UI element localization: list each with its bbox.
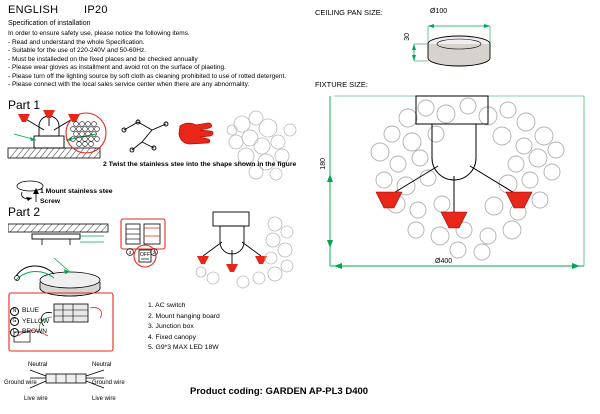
language-label: ENGLISH (8, 4, 59, 16)
wire-label-neutral-right: Neutral (92, 362, 112, 368)
part2-fixture-diagram (195, 208, 305, 294)
legend-label: BLUE (22, 307, 39, 314)
mount-step-note: 1 Mount stainless stee (40, 188, 113, 195)
dimension-fixture-height: 180 (320, 158, 327, 170)
legend-row (10, 327, 49, 338)
fixture-size-label: FIXTURE SIZE: (315, 80, 368, 89)
legend-bullet-icon: L (10, 328, 19, 337)
spec-item: - Must be installeded on the fixed places and be checked annually (8, 55, 198, 63)
legend-bullet-icon: N (10, 307, 19, 316)
wire-label-neutral-left: Neutral (28, 362, 48, 368)
wire-label-live-left: Live wire (24, 396, 48, 402)
pointing-hand-icon (176, 112, 216, 152)
wire-label-live-right: Live wire (92, 396, 116, 402)
wiring-legend (10, 306, 49, 338)
part2-ceiling-board (8, 222, 118, 252)
spec-item: - Suitable for the use of 220-240V and 50-60Hz. (8, 47, 147, 55)
mesh-detail-circle (62, 112, 110, 154)
part2-heading: Part 2 (8, 205, 41, 219)
parts-list-item: 4. Fixed canopy (148, 333, 196, 341)
dimension-fixture-diameter: Ø400 (435, 258, 453, 265)
legend-row (10, 306, 49, 317)
spec-item: - Please turn off the lighting source by soft cloth as cleaning prohibited to use of rotted detergent. (8, 72, 287, 80)
parts-list-item: 2. Mount hanging board (148, 312, 220, 320)
ip-rating-label: IP20 (84, 4, 108, 16)
fixture-size-drawing (312, 88, 596, 278)
svg-text:3: 3 (128, 250, 132, 255)
wire-label-ground-right: Ground wire (92, 380, 125, 386)
parts-list-item: 3. Junction box (148, 323, 194, 330)
spec-title: Specification of installation (8, 20, 91, 27)
ceiling-pan-drawing (398, 14, 528, 74)
dimension-pan-diameter: Ø100 (430, 8, 448, 15)
wire-label-ground-left: Ground wire (4, 380, 37, 386)
svg-text:2: 2 (152, 250, 156, 255)
screw-label: Screw (40, 198, 61, 205)
parts-list-item: 1. AC switch (148, 302, 186, 309)
legend-row (10, 317, 49, 328)
parts-list-item: 5. G9*3 MAX LED 18W (148, 344, 219, 351)
twist-step-note: 2 Twist the stainless stee into the shape shown in the figure (103, 161, 297, 168)
spec-subtitle: In order to ensure safety use, please notice the following items. (8, 30, 190, 37)
spec-item: - Read and understand the whole Specification. (8, 39, 145, 46)
part1-heading: Part 1 (8, 98, 41, 112)
svg-text:OFF: OFF (140, 252, 150, 258)
dimension-pan-height: 30 (404, 33, 411, 41)
ac-switch-off-icon (132, 243, 158, 269)
legend-label: YELLOW (22, 317, 50, 325)
legend-bullet-icon: G (10, 317, 19, 326)
legend-label: BROWN (22, 328, 47, 335)
spec-item-list (8, 39, 286, 89)
parts-list (148, 301, 220, 354)
spec-item: - Please connect with the local sales service center when there are any abnormality. (8, 81, 250, 89)
ceiling-pan-size-label: CEILING PAN SIZE: (315, 8, 383, 17)
spec-item: - Please wear gloves as installment and avoid rot on the surface of plaeting. (8, 64, 226, 72)
decorative-bubble-cluster (222, 108, 308, 186)
product-coding-label: Product coding: GARDEN AP-PL3 D400 (190, 386, 369, 397)
